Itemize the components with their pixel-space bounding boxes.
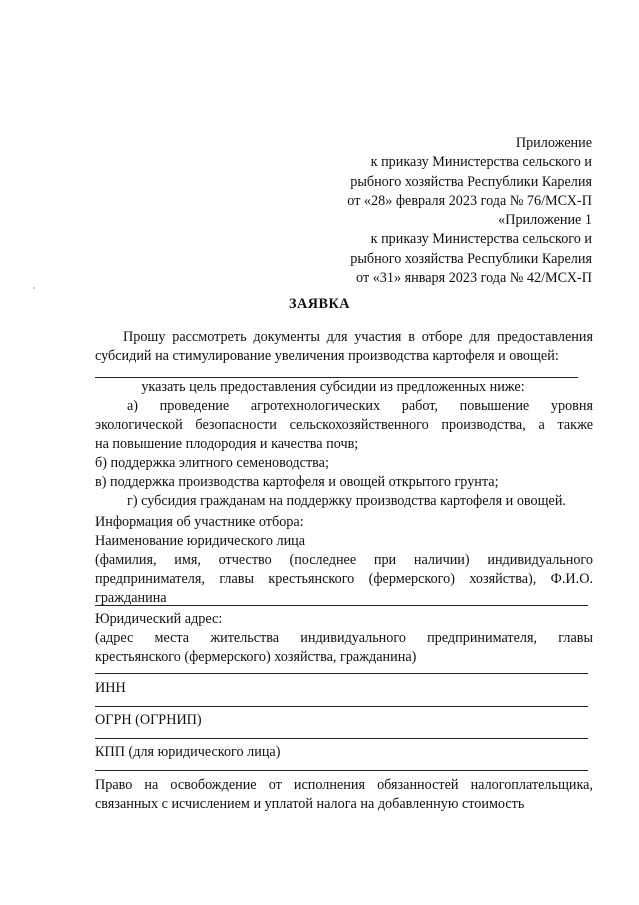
name-fill-line[interactable] — [95, 605, 588, 606]
appendix-line: рыбного хозяйства Республики Карелия — [350, 250, 592, 267]
appendix-line: рыбного хозяйства Республики Карелия — [350, 173, 592, 190]
option-g: г) субсидия гражданам на поддержку производства картофеля и овощей. — [127, 493, 566, 509]
purpose-options — [95, 378, 593, 511]
address-hint-line: крестьянского (фермерского) хозяйства, гражданина) — [95, 649, 417, 665]
kpp-block — [95, 743, 593, 762]
inn-label: ИНН — [95, 680, 126, 696]
inn-fill-line[interactable] — [95, 706, 588, 707]
appendix-line: к приказу Министерства сельского и — [370, 231, 592, 248]
appendix-line: от «28» февраля 2023 года № 76/МСХ-П — [347, 192, 592, 209]
appendix-line: от «31» января 2023 года № 42/МСХ-П — [356, 269, 592, 286]
address-label: Юридический адрес: — [95, 611, 223, 627]
name-label: Наименование юридического лица — [95, 533, 306, 549]
ogrn-label: ОГРН (ОГРНИП) — [95, 712, 202, 728]
address-fill-line[interactable] — [95, 673, 588, 674]
ogrn-fill-line[interactable] — [95, 738, 588, 739]
request-paragraph — [95, 328, 593, 366]
appendix-line: Приложение — [515, 135, 592, 151]
request-line: субсидий на стимулирование увеличения производства картофеля и овощей: — [95, 348, 559, 364]
ogrn-block — [95, 711, 593, 730]
option-a-line: экологической безопасности сельскохозяйственного производства, а также — [95, 417, 593, 433]
name-hint-line: (фамилия, имя, отчество (последнее при наличии) индивидуального — [95, 552, 593, 568]
option-v: в) поддержка производства картофеля и овощей открытого грунта; — [95, 474, 499, 490]
scan-speck — [33, 287, 35, 289]
appendix-line: к приказу Министерства сельского и — [370, 154, 592, 171]
appendix-header-original — [350, 211, 592, 288]
option-a-line: а) проведение агротехнологических работ, повышение уровня — [127, 398, 593, 414]
appendix-header-current — [347, 134, 592, 211]
name-hint-line: гражданина — [95, 590, 167, 606]
vat-line: связанных с исчислением и уплатой налога на добавленную стоимость — [95, 796, 525, 812]
participant-heading: Информация об участнике отбора: — [95, 514, 304, 530]
address-block — [95, 610, 593, 667]
address-hint-line: (адрес места жительства индивидуального предпринимателя, главы — [95, 630, 593, 646]
vat-line: Право на освобождение от исполнения обязанностей налогоплательщика, — [95, 777, 593, 793]
vat-block — [95, 776, 593, 814]
name-hint-line: предпринимателя, главы крестьянского (фермерского) хозяйства), Ф.И.О. — [95, 571, 593, 587]
request-line: Прошу рассмотреть документы для участия в отборе для предоставления — [123, 329, 593, 345]
participant-info — [95, 513, 593, 608]
appendix-line: «Приложение 1 — [498, 212, 592, 228]
kpp-fill-line[interactable] — [95, 770, 588, 771]
option-a-line: на повышение плодородия и качества почв; — [95, 436, 359, 452]
option-b: б) поддержка элитного семеноводства; — [95, 455, 329, 471]
document-title: ЗАЯВКА — [289, 296, 350, 312]
inn-block — [95, 679, 593, 698]
purpose-hint: указать цель предоставления субсидии из предложенных ниже: — [141, 379, 525, 395]
kpp-label: КПП (для юридического лица) — [95, 744, 281, 760]
